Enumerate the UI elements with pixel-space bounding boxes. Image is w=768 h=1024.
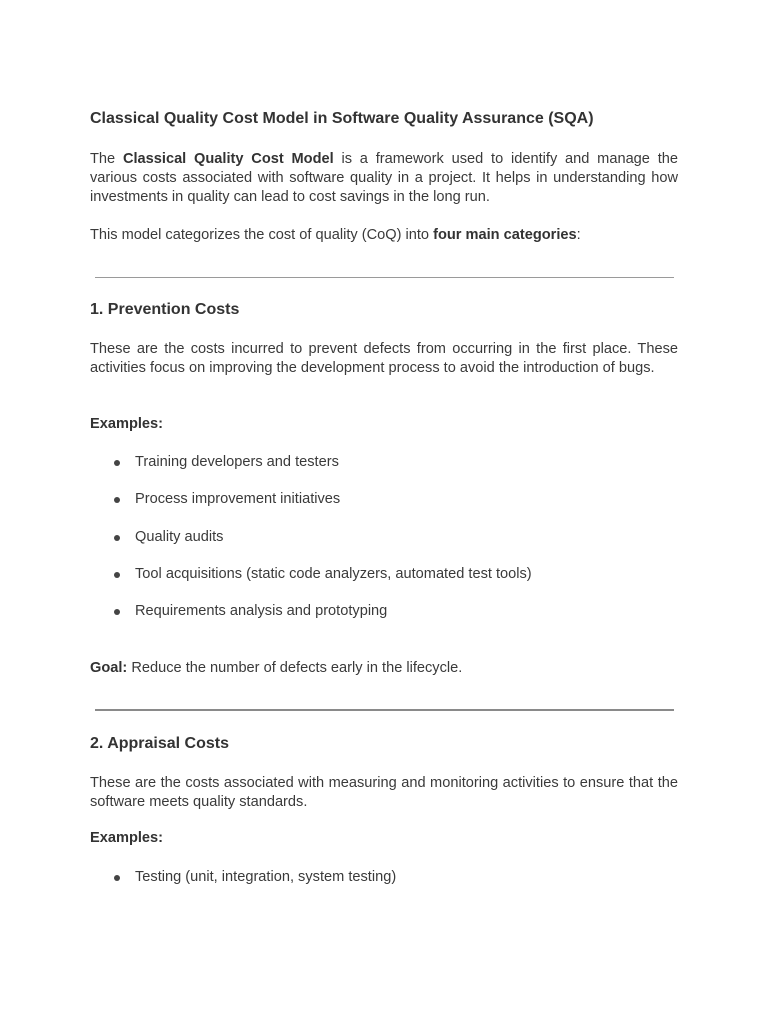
list-item-text: Tool acquisitions (static code analyzers, automated test tools) bbox=[135, 565, 532, 582]
list-item-text: Quality audits bbox=[135, 528, 224, 545]
section-heading-prevention: 1. Prevention Costs bbox=[90, 301, 240, 318]
bullet-icon bbox=[114, 572, 120, 578]
section-heading-appraisal: 2. Appraisal Costs bbox=[90, 735, 230, 752]
intro-model-name: Classical Quality Cost Model bbox=[122, 151, 334, 167]
goal-label: Goal: bbox=[90, 660, 128, 676]
categories-bold: four main categories bbox=[433, 227, 577, 243]
categories-lead: This model categorizes the cost of quality (CoQ) into bbox=[90, 227, 434, 243]
bullet-icon bbox=[114, 497, 120, 503]
document-title: Classical Quality Cost Model in Software Quality Assurance (SQA) bbox=[90, 110, 594, 127]
appraisal-examples-list bbox=[90, 868, 396, 905]
list-item-text: Training developers and testers bbox=[135, 454, 339, 470]
list-item-text: Requirements analysis and prototyping bbox=[135, 603, 388, 620]
bullet-icon bbox=[114, 535, 120, 541]
section-divider bbox=[95, 277, 674, 278]
intro-rest: is a framework used to identify and manage the various costs associated with software quality in a project. It helps in understanding how investments in quality can lead to cost savings in the long run. bbox=[90, 151, 678, 205]
list-item bbox=[90, 528, 532, 565]
prevention-goal bbox=[90, 659, 678, 678]
prevention-description: These are the costs incurred to prevent defects from occurring in the first place. These activities focus on improving the development process to avoid the introduction of bugs. bbox=[90, 341, 678, 376]
bullet-icon bbox=[114, 875, 120, 881]
list-item bbox=[90, 490, 532, 527]
list-item bbox=[90, 453, 532, 490]
section-divider bbox=[95, 709, 674, 711]
bullet-icon bbox=[114, 609, 120, 615]
bullet-icon bbox=[114, 460, 120, 466]
categories-tail: : bbox=[576, 227, 581, 243]
intro-lead: The bbox=[90, 151, 123, 167]
list-item bbox=[90, 565, 532, 602]
appraisal-description: These are the costs associated with measuring and monitoring activities to ensure that the software meets quality standards. bbox=[90, 775, 678, 810]
goal-text: Reduce the number of defects early in the lifecycle. bbox=[127, 660, 463, 676]
intro-paragraph bbox=[90, 150, 678, 207]
appraisal-examples-label: Examples: bbox=[90, 830, 164, 846]
prevention-examples-list bbox=[90, 453, 532, 639]
prevention-examples-label: Examples: bbox=[90, 416, 164, 432]
list-item-text: Testing (unit, integration, system testing) bbox=[135, 869, 397, 885]
list-item bbox=[90, 602, 532, 639]
list-item-text: Process improvement initiatives bbox=[135, 491, 341, 508]
list-item bbox=[90, 868, 396, 905]
categories-paragraph bbox=[90, 226, 678, 245]
